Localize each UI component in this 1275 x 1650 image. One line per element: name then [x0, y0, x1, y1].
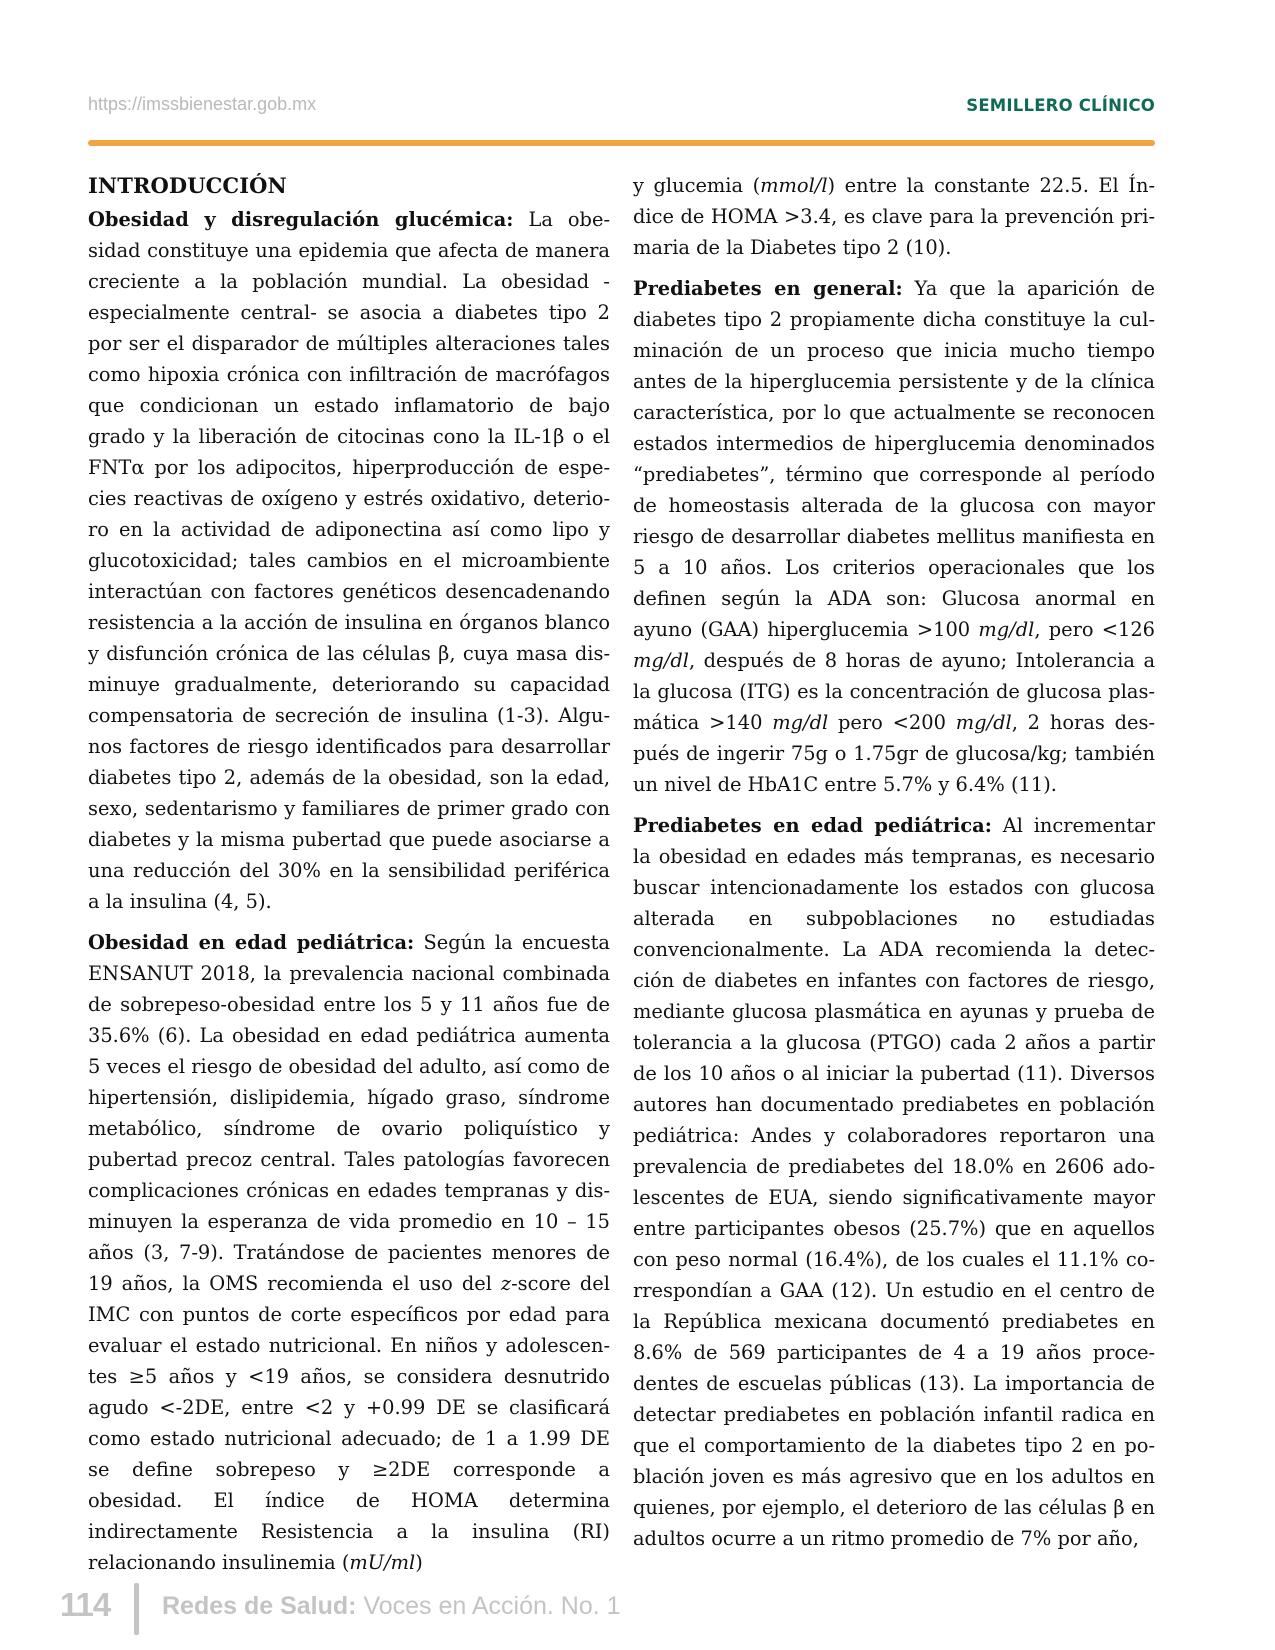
publication-title-rest: Voces en Acción. No. 1	[356, 1592, 621, 1620]
italic-text: z	[500, 1272, 512, 1295]
body-text: )	[415, 1551, 423, 1574]
header-divider	[88, 140, 1155, 146]
body-text: Según la encuesta ENSANUT 2018, la prevalencia nacional combinada de sobrepeso-obesidad entre los 5 y 11 años fue de 35.6% (6). La obesidad en edad pediátrica aumenta 5 veces el riesgo de obesidad del adulto, así como de hipertensión, dislipidemia, hígado graso, síndrome metabólico, síndrome de ovario poliquístico y pubertad precoz central. Tales patologías favorecen complicaciones crónicas en edades tempranas y disminuyen la esperanza de vida promedio en 10 – 15 años (3, 7-9). Tratándose de pacientes menores de 19 años, la OMS recomienda el uso del	[88, 931, 610, 1295]
body-text: y glucemia (	[633, 174, 761, 197]
italic-text: mmol/l	[760, 174, 828, 197]
paragraph-lead: Prediabetes en general:	[633, 277, 903, 300]
header-url[interactable]: https://imssbienestar.gob.mx	[88, 94, 317, 114]
footer-divider	[134, 1583, 139, 1635]
body-text: -score del IMC con puntos de corte específicos por edad para evaluar el estado nutricional. En niños y adolescentes ≥5 años y <19 años, se considera desnutrido agudo <-2DE, entre <2 y +0.99 DE se clasificará como estado nutricional adecuado; de 1 a 1.99 DE se define sobrepeso y ≥2DE corresponde a obesidad. El índice de HOMA determina indirectamente Resistencia a la insulina (RI) relacionando insulinemia (	[88, 1272, 610, 1574]
publication-title-bold: Redes de Salud:	[162, 1592, 357, 1620]
paragraph	[633, 810, 1155, 1554]
italic-text: mg/dl	[955, 711, 1012, 734]
body-text: La obesidad constituye una epidemia que afecta de manera creciente a la población mundial. La obesidad -especialmente central- se asocia a diabetes tipo 2 por ser el disparador de múltiples alteraciones tales como hipoxia crónica con infiltración de macrófagos que condicionan un estado inflamatorio de bajo grado y la liberación de citocinas cono la IL-1β o el FNTα por los adipocitos, hiperproducción de especies reactivas de oxígeno y estrés oxidativo, deterioro en la actividad de adiponectina así como lipo y glucotoxicidad; tales cambios en el microambiente interactúan con factores genéticos desencadenando resistencia a la acción de insulina en órganos blanco y disfunción crónica de las células β, cuya masa disminuye gradualmente, deteriorando su capacidad compensatoria de secreción de insulina (1-3). Algunos factores de riesgo identificados para desarrollar diabetes tipo 2, además de la obesidad, son la edad, sexo, sedentarismo y familiares de primer grado con diabetes y la misma pubertad que puede asociarse a una reducción del 30% en la sensibilidad periférica a la insulina (4, 5).	[88, 208, 610, 913]
section-heading: INTRODUCCIÓN	[88, 173, 287, 198]
body-text: , después de 8 horas de ayuno; Intolerancia a la glucosa (ITG) es la concentración de glucosa plasmática >140	[633, 649, 1155, 734]
body-text: ) entre la constante 22.5. El Índice de HOMA >3.4, es clave para la prevención primaria de la Diabetes tipo 2 (10).	[633, 174, 1155, 259]
paragraph-lead: Obesidad y disregulación glucémica:	[88, 208, 514, 231]
right-column	[633, 170, 1155, 1564]
paragraph	[88, 204, 610, 917]
body-text: Al incrementar la obesidad en edades más tempranas, es necesario buscar intencionadamente los estados con glucosa alterada en subpoblaciones no estudiadas convencionalmente. La ADA recomienda la detección de diabetes en infantes con factores de riesgo, mediante glucosa plasmática en ayunas y prueba de tolerancia a la glucosa (PTGO) cada 2 años a partir de los 10 años o al iniciar la pubertad (11). Diversos autores han documentado prediabetes en población pediátrica: Andes y colaboradores reportaron una prevalencia de prediabetes del 18.0% en 2606 adolescentes de EUA, siendo significativamente mayor entre participantes obesos (25.7%) que en aquellos con peso normal (16.4%), de los cuales el 11.1% correspondían a GAA (12). Un estudio en el centro de la República mexicana documentó prediabetes en 8.6% de 569 participantes de 4 a 19 años procedentes de escuelas públicas (13). La importancia de detectar prediabetes en población infantil radica en que el comportamiento de la diabetes tipo 2 en población joven es más agresivo que en los adultos en quienes, por ejemplo, el deterioro de las células β en adultos ocurre a un ritmo promedio de 7% por año,	[633, 814, 1155, 1550]
body-text: , pero <126	[1034, 618, 1155, 641]
italic-text: mg/dl	[772, 711, 829, 734]
paragraph	[633, 273, 1155, 800]
page-number: 114	[60, 1586, 111, 1623]
italic-text: mg/dl	[978, 618, 1035, 641]
body-text: pero <200	[828, 711, 956, 734]
header-section-title: SEMILLERO CLÍNICO	[966, 96, 1155, 115]
paragraph-lead: Prediabetes en edad pediátrica:	[633, 814, 992, 837]
paragraph	[633, 170, 1155, 263]
publication-title	[162, 1592, 621, 1621]
body-text: Ya que la aparición de diabetes tipo 2 propiamente dicha constituye la culminación de un proceso que inicia mucho tiempo antes de la hiperglucemia persistente y de la clínica característica, por lo que actualmente se reconocen estados intermedios de hiperglucemia denominados “prediabetes”, término que corresponde al período de homeostasis alterada de la glucosa con mayor riesgo de desarrollar diabetes mellitus manifiesta en 5 a 10 años. Los criterios operacionales que los definen según la ADA son: Glucosa anormal en ayuno (GAA) hiperglucemia >100	[633, 277, 1155, 641]
italic-text: mg/dl	[633, 649, 689, 672]
paragraph-lead: Obesidad en edad pediátrica:	[88, 931, 415, 954]
left-column	[88, 170, 610, 1588]
italic-text: mU/ml	[349, 1551, 416, 1574]
body-text: , 2 horas después de ingerir 75g o 1.75gr de glucosa/kg; también un nivel de HbA1C entre 5.7% y 6.4% (11).	[633, 711, 1155, 796]
paragraph	[88, 927, 610, 1578]
